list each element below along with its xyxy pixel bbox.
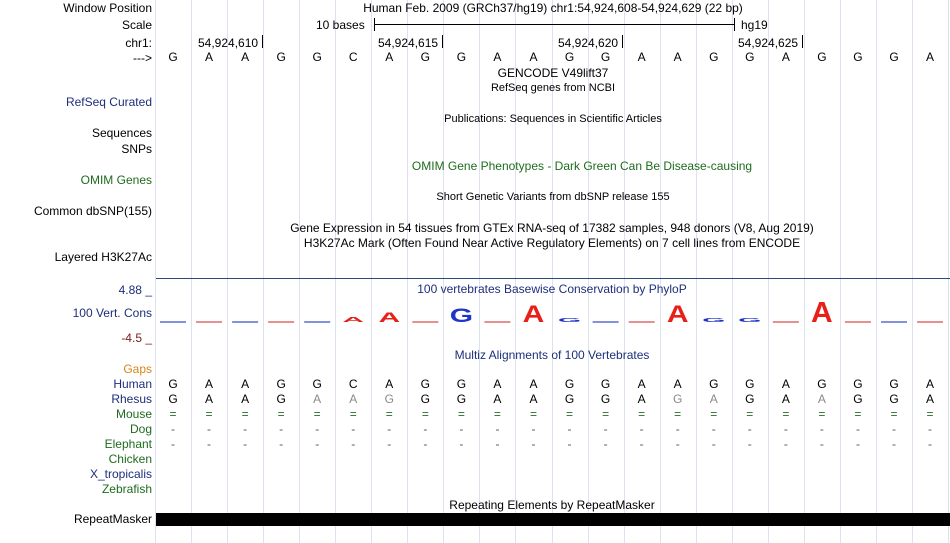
alignment-cell: G bbox=[564, 377, 575, 391]
alignment-cell: = bbox=[782, 407, 790, 421]
alignment-cell: - bbox=[279, 437, 284, 451]
phylop-logo-letter: A bbox=[666, 300, 689, 328]
alignment-cell: G bbox=[745, 377, 755, 391]
gtex-track-title[interactable]: Gene Expression in 54 tissues from GTEx RNA-seq of 17382 samples, 948 donors (V8, Aug 2019) bbox=[290, 221, 814, 235]
sequence-base: A bbox=[205, 50, 214, 64]
alignment-cell: - bbox=[711, 437, 716, 451]
species-label-zebrafish[interactable]: Zebrafish bbox=[101, 482, 152, 496]
alignment-cell: A bbox=[241, 377, 250, 391]
alignment-cell: = bbox=[890, 407, 898, 421]
alignment-cell: = bbox=[854, 407, 862, 421]
alignment-cell: A bbox=[529, 392, 538, 406]
alignment-cell: G bbox=[853, 392, 863, 406]
alignment-cell: - bbox=[675, 437, 680, 451]
alignment-cell: - bbox=[603, 422, 608, 436]
alignment-cell: G bbox=[312, 377, 322, 391]
strand-label[interactable]: ---> bbox=[133, 51, 152, 65]
alignment-cell: G bbox=[709, 377, 719, 391]
alignment-cell: A bbox=[205, 377, 214, 391]
species-label-elephant[interactable]: Elephant bbox=[104, 437, 152, 451]
alignment-cell: - bbox=[892, 437, 896, 451]
publications-track-title[interactable]: Publications: Sequences in Scientific Articles bbox=[444, 113, 662, 125]
gencode-track-title[interactable]: GENCODE V49lift37 bbox=[497, 66, 609, 80]
track-label-repeatmasker[interactable]: RepeatMasker bbox=[73, 512, 152, 526]
alignment-cell: A bbox=[493, 392, 502, 406]
alignment-cell: G bbox=[853, 377, 863, 391]
alignment-cell: - bbox=[928, 437, 933, 451]
alignment-cell: - bbox=[783, 422, 788, 436]
repeatmasker-element-bar[interactable] bbox=[156, 513, 950, 526]
phylop-logo-letter: A bbox=[522, 300, 545, 328]
alignment-cell: = bbox=[493, 407, 501, 421]
sequence-base: G bbox=[312, 50, 322, 64]
alignment-cell: A bbox=[781, 377, 790, 391]
ruler-tick bbox=[802, 35, 803, 48]
alignment-cell: = bbox=[241, 407, 249, 421]
alignment-cell: - bbox=[711, 422, 716, 436]
alignment-cell: - bbox=[783, 437, 788, 451]
ruler-tick bbox=[262, 35, 263, 48]
alignment-cell: = bbox=[385, 407, 393, 421]
alignment-cell: - bbox=[423, 437, 428, 451]
alignment-cell: - bbox=[279, 422, 284, 436]
phylop-logo-letter: A bbox=[378, 309, 401, 326]
alignment-cell: G bbox=[456, 377, 467, 391]
alignment-cell: A bbox=[781, 392, 790, 406]
alignment-cell: - bbox=[243, 437, 248, 451]
ruler-coord: 54,924,620 bbox=[558, 36, 619, 50]
alignment-cell: - bbox=[315, 437, 320, 451]
alignment-cell: G bbox=[600, 377, 611, 391]
alignment-cell: = bbox=[602, 407, 610, 421]
alignment-cell: - bbox=[639, 422, 644, 436]
alignment-cell: - bbox=[567, 437, 572, 451]
species-label-mouse[interactable]: Mouse bbox=[115, 407, 152, 421]
alignment-cell: - bbox=[387, 437, 392, 451]
alignment-cell: C bbox=[348, 377, 358, 391]
multiz-track-title[interactable]: Multiz Alignments of 100 Vertebrates bbox=[454, 348, 650, 362]
alignment-cell: - bbox=[639, 437, 644, 451]
track-label-dbsnp[interactable]: Common dbSNP(155) bbox=[33, 204, 152, 218]
scale-bar-line bbox=[374, 24, 734, 25]
alignment-cell: A bbox=[349, 392, 358, 406]
alignment-cell: - bbox=[207, 437, 212, 451]
sequence-base: G bbox=[889, 50, 899, 64]
species-label-dog[interactable]: Dog bbox=[129, 422, 152, 436]
scale-bar-right-tick bbox=[734, 18, 735, 31]
alignment-cell: = bbox=[710, 407, 718, 421]
sequence-base: A bbox=[385, 50, 394, 64]
phylop-logo bbox=[156, 298, 950, 348]
alignment-cell: A bbox=[241, 392, 250, 406]
repeatmasker-track-title[interactable]: Repeating Elements by RepeatMasker bbox=[449, 498, 655, 512]
alignment-cell: G bbox=[168, 377, 178, 391]
sequence-base: A bbox=[241, 50, 250, 64]
phylop-logo-letter: G bbox=[449, 305, 474, 327]
alignment-cell: G bbox=[168, 392, 178, 406]
alignment-cell: - bbox=[171, 437, 175, 451]
sequence-base: A bbox=[637, 50, 646, 64]
alignment-cell: G bbox=[889, 377, 899, 391]
sequence-base: A bbox=[673, 50, 682, 64]
alignment-cell: = bbox=[313, 407, 321, 421]
alignment-cell: = bbox=[674, 407, 682, 421]
chrom-label: chr1: bbox=[125, 36, 152, 50]
alignment-cell: G bbox=[745, 392, 755, 406]
phylop-logo-letter: A bbox=[811, 298, 833, 329]
alignment-cell: = bbox=[529, 407, 537, 421]
alignment-cell: - bbox=[747, 437, 752, 451]
alignment-cell: A bbox=[926, 377, 935, 391]
alignment-cell: A bbox=[529, 377, 538, 391]
phylop-logo-letter: G bbox=[557, 316, 582, 324]
alignment-cell: - bbox=[675, 422, 680, 436]
alignment-cell: A bbox=[637, 392, 646, 406]
alignment-cell: = bbox=[205, 407, 213, 421]
sequence-base: G bbox=[745, 50, 755, 64]
alignment-cell: - bbox=[171, 422, 175, 436]
sequence-base: G bbox=[709, 50, 719, 64]
track-image-area[interactable] bbox=[156, 0, 950, 543]
alignment-cell: = bbox=[818, 407, 826, 421]
sequence-base: A bbox=[529, 50, 538, 64]
alignment-cell: = bbox=[566, 407, 574, 421]
omim-track-title[interactable]: OMIM Gene Phenotypes - Dark Green Can Be Disease-causing bbox=[411, 159, 753, 173]
ruler-tick bbox=[442, 35, 443, 48]
alignment-cell: - bbox=[819, 422, 824, 436]
alignment-cell: - bbox=[855, 437, 860, 451]
sequence-base: G bbox=[276, 50, 286, 64]
sequence-base: A bbox=[493, 50, 502, 64]
alignment-cell: A bbox=[673, 377, 682, 391]
alignment-cell: A bbox=[637, 377, 646, 391]
scale-bar-label: 10 bases bbox=[316, 18, 365, 32]
track-label-snps[interactable]: SNPs bbox=[121, 142, 152, 156]
sequence-base: G bbox=[600, 50, 611, 64]
alignment-cell: - bbox=[495, 422, 500, 436]
sequence-base: C bbox=[348, 50, 358, 64]
ruler-coord: 54,924,625 bbox=[738, 36, 799, 50]
alignment-cell: - bbox=[603, 437, 608, 451]
alignment-cell: G bbox=[564, 392, 575, 406]
alignment-cell: = bbox=[277, 407, 285, 421]
track-separator-line bbox=[156, 278, 950, 279]
ruler-tick bbox=[622, 35, 623, 48]
species-label-chicken[interactable]: Chicken bbox=[108, 452, 152, 466]
alignment-cell: = bbox=[926, 407, 934, 421]
alignment-cell: A bbox=[817, 392, 826, 406]
sequence-base: G bbox=[564, 50, 575, 64]
species-label-rhesus[interactable]: Rhesus bbox=[111, 392, 152, 406]
alignment-cell: - bbox=[387, 422, 392, 436]
alignment-cell: = bbox=[349, 407, 357, 421]
alignment-cell: - bbox=[928, 422, 933, 436]
phylop-logo-letter: G bbox=[738, 316, 762, 324]
alignment-cell: - bbox=[351, 437, 356, 451]
alignment-cell: = bbox=[169, 407, 177, 421]
species-label-x_tropicalis[interactable]: X_tropicalis bbox=[89, 467, 152, 481]
alignment-cell: G bbox=[276, 392, 286, 406]
alignment-cell: - bbox=[459, 422, 464, 436]
alignment-cell: - bbox=[207, 422, 212, 436]
alignment-cell: - bbox=[531, 437, 536, 451]
alignment-cell: = bbox=[746, 407, 754, 421]
dbsnp-track-title[interactable]: Short Genetic Variants from dbSNP release 155 bbox=[436, 191, 670, 203]
sequence-base: A bbox=[926, 50, 935, 64]
phylop-logo-letter: A bbox=[342, 315, 365, 324]
alignment-cell: - bbox=[747, 422, 752, 436]
alignment-cell: A bbox=[493, 377, 502, 391]
track-label-omim[interactable]: OMIM Genes bbox=[80, 173, 152, 187]
track-label-panel bbox=[0, 0, 155, 543]
sequence-base: A bbox=[781, 50, 790, 64]
track-label-refseq[interactable]: RefSeq Curated bbox=[65, 95, 152, 109]
alignment-cell: G bbox=[673, 392, 683, 406]
phylop-logo-letter: G bbox=[702, 316, 726, 324]
alignment-cell: - bbox=[423, 422, 428, 436]
track-label-cons[interactable]: 100 Vert. Cons bbox=[72, 306, 152, 320]
alignment-cell: - bbox=[243, 422, 248, 436]
alignment-cell: - bbox=[892, 422, 896, 436]
sequence-base: G bbox=[456, 50, 467, 64]
alignment-cell: = bbox=[638, 407, 646, 421]
cons-axis-min: -4.5 _ bbox=[121, 331, 152, 345]
phylop-track-title[interactable]: 100 vertebrates Basewise Conservation by PhyloP bbox=[417, 282, 687, 296]
alignment-cell: G bbox=[420, 392, 431, 406]
species-label-gaps[interactable]: Gaps bbox=[123, 362, 152, 376]
sequence-base: G bbox=[168, 50, 178, 64]
alignment-cell: - bbox=[315, 422, 320, 436]
alignment-cell: G bbox=[420, 377, 431, 391]
alignment-cell: G bbox=[276, 377, 286, 391]
alignment-cell: - bbox=[567, 422, 572, 436]
ruler-coord: 54,924,615 bbox=[378, 36, 439, 50]
sequence-base: G bbox=[420, 50, 431, 64]
alignment-cell: A bbox=[385, 377, 394, 391]
alignment-cell: A bbox=[205, 392, 214, 406]
alignment-cell: A bbox=[926, 392, 935, 406]
alignment-cell: G bbox=[600, 392, 611, 406]
window-position-label: Window Position bbox=[63, 1, 152, 15]
alignment-cell: G bbox=[456, 392, 467, 406]
alignment-cell: - bbox=[351, 422, 356, 436]
alignment-cell: = bbox=[421, 407, 429, 421]
sequence-base: G bbox=[817, 50, 827, 64]
sequence-base: G bbox=[853, 50, 863, 64]
track-label-sequences[interactable]: Sequences bbox=[91, 126, 152, 140]
alignment-cell: G bbox=[384, 392, 394, 406]
alignment-cell: - bbox=[459, 437, 464, 451]
alignment-cell: - bbox=[531, 422, 536, 436]
alignment-cell: - bbox=[495, 437, 500, 451]
window-position-text: Human Feb. 2009 (GRCh37/hg19) chr1:54,924,608-54,924,629 (22 bp) bbox=[363, 1, 743, 15]
alignment-cell: A bbox=[709, 392, 718, 406]
species-label-human[interactable]: Human bbox=[113, 377, 152, 391]
cons-axis-max: 4.88 _ bbox=[118, 283, 152, 297]
h3k27ac-track-title[interactable]: H3K27Ac Mark (Often Found Near Active Regulatory Elements) on 7 cell lines from ENCODE bbox=[303, 236, 801, 250]
refseq-track-title[interactable]: RefSeq genes from NCBI bbox=[490, 82, 616, 94]
alignment-cell: A bbox=[313, 392, 322, 406]
alignment-cell: = bbox=[457, 407, 465, 421]
alignment-cell: - bbox=[855, 422, 860, 436]
scale-label: Scale bbox=[121, 18, 152, 32]
alignment-cell: - bbox=[819, 437, 824, 451]
ruler-coord: 54,924,610 bbox=[198, 36, 259, 50]
scale-assembly-label: hg19 bbox=[741, 18, 768, 32]
alignment-cell: G bbox=[889, 392, 899, 406]
alignment-cell: G bbox=[817, 377, 827, 391]
track-label-layered-h3k27ac[interactable]: Layered H3K27Ac bbox=[54, 250, 152, 264]
